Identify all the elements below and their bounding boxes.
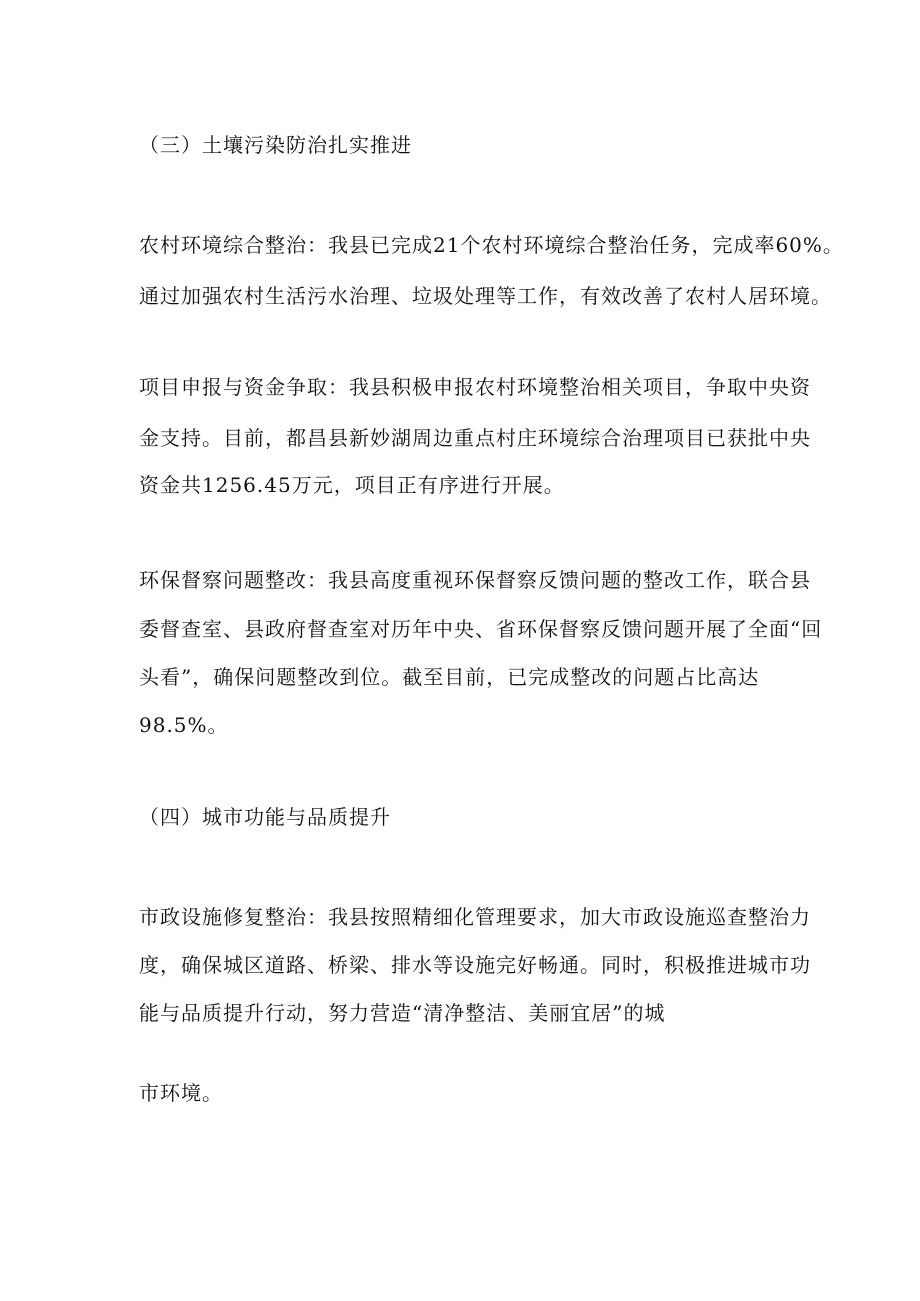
- paragraph-line: 度，确保城区道路、桥梁、排水等设施完好畅通。同时，积极推进城市功: [139, 953, 811, 977]
- paragraph-line: 项目申报与资金争取：我县积极申报农村环境整治相关项目，争取中央资: [139, 375, 811, 399]
- paragraph-line: 市环境。: [139, 1081, 223, 1105]
- paragraph-line: 委督查室、县政府督查室对历年中央、省环保督察反馈问题开展了全面“回: [139, 617, 823, 641]
- paragraph-line: 98.5%。: [139, 713, 229, 737]
- paragraph-line: 环保督察问题整改：我县高度重视环保督察反馈问题的整改工作，联合县: [139, 568, 811, 592]
- paragraph-line: 市政设施修复整治：我县按照精细化管理要求，加大市政设施巡查整治力: [139, 905, 811, 929]
- paragraph-line: 能与品质提升行动，努力营造“清净整洁、美丽宜居”的城: [139, 1001, 666, 1025]
- paragraph-line: 资金共1256.45万元，项目正有序进行开展。: [139, 473, 565, 497]
- paragraph-line: 头看”，确保问题整改到位。截至目前，已完成整改的问题占比高达: [139, 665, 760, 689]
- paragraph-line: 农村环境综合整治：我县已完成21个农村环境综合整治任务，完成率60%。: [139, 233, 844, 257]
- paragraph-line: 通过加强农村生活污水治理、垃圾处理等工作，有效改善了农村人居环境。: [139, 284, 832, 308]
- section-heading-4: （四）城市功能与品质提升: [139, 805, 391, 829]
- section-heading-3: （三）土壤污染防治扎实推进: [139, 133, 412, 157]
- paragraph-line: 金支持。目前，都昌县新妙湖周边重点村庄环境综合治理项目已获批中央: [139, 426, 811, 450]
